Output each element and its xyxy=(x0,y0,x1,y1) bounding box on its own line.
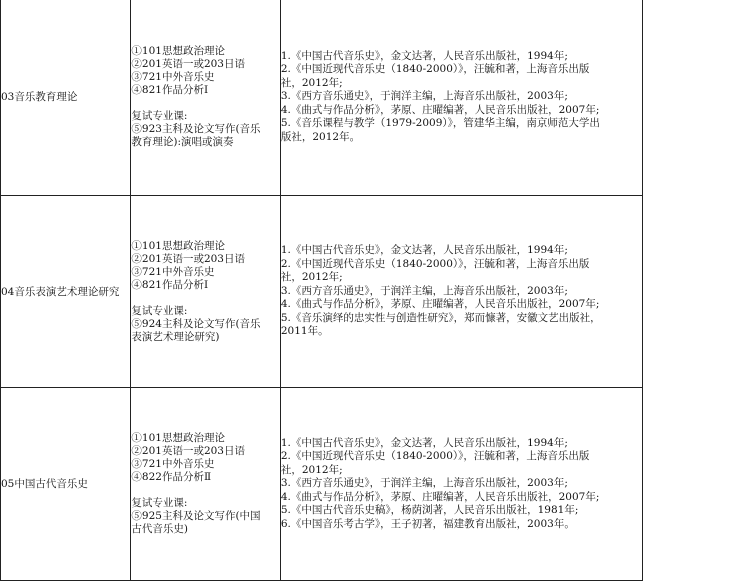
reference-line: 6.《中国音乐考古学》，王子初著，福建教育出版社，2003年。 xyxy=(280,517,575,530)
exam-subjects-cell xyxy=(131,388,280,581)
retest-label: 复试专业课: xyxy=(131,304,188,317)
retest-label: 复试专业课: xyxy=(131,110,188,122)
reference-line: 3.《西方音乐通史》，于润洋主编，上海音乐出版社，2003年; xyxy=(280,284,568,297)
reference-line: 版社，2012年。 xyxy=(280,130,361,143)
exam-subjects-cell xyxy=(131,196,280,388)
exam-subject: ④821作品分析Ⅰ xyxy=(131,278,209,291)
spacer xyxy=(131,484,279,497)
direction-name: 05中国古代音乐史 xyxy=(1,478,88,490)
reference-line: 5.《音乐演绎的忠实性与创造性研究》，郑而慷著，安徽文艺出版社， xyxy=(280,311,601,324)
direction-cell xyxy=(1,196,131,388)
references-cell xyxy=(280,0,642,196)
retest-subject: 表演艺术理论研究) xyxy=(131,330,220,343)
exam-subject: ③721中外音乐史 xyxy=(131,458,215,470)
reference-line: 4.《曲式与作品分析》，茅原、庄曜编著，人民音乐出版社，2007年; xyxy=(280,103,600,116)
table-row xyxy=(1,0,643,196)
retest-subject: ⑤924主科及论文写作(音乐 xyxy=(131,317,261,330)
reference-line: 社，2012年; xyxy=(280,463,343,476)
reference-line: 4.《曲式与作品分析》，茅原、庄曜编著，人民音乐出版社，2007年; xyxy=(280,298,600,311)
spacer xyxy=(131,97,279,110)
references-cell xyxy=(280,388,642,581)
reference-line: 3.《西方音乐通史》，于润洋主编，上海音乐出版社，2003年; xyxy=(280,90,568,103)
exam-subject: ④821作品分析Ⅰ xyxy=(131,84,209,96)
direction-name: 04音乐表演艺术理论研究 xyxy=(1,285,120,298)
reference-line: 1.《中国古代音乐史》，金文达著，人民音乐出版社，1994年; xyxy=(280,244,568,257)
retest-subject: ⑤923主科及论文写作(音乐 xyxy=(131,123,261,135)
exam-subject: ②201英语一或203日语 xyxy=(131,58,245,70)
references-cell xyxy=(280,196,642,388)
exam-subject: ②201英语一或203日语 xyxy=(131,445,245,457)
direction-cell xyxy=(1,0,131,196)
reference-line: 5.《中国古代音乐史稿》，杨荫浏著，人民音乐出版社，1981年; xyxy=(280,504,579,517)
reference-line: 2.《中国近现代音乐史（1840-2000）》，汪毓和著，上海音乐出版 xyxy=(280,450,590,463)
exam-subject: ①101思想政治理论 xyxy=(131,239,225,252)
reference-line: 2011年。 xyxy=(280,325,329,338)
exam-subjects-cell xyxy=(131,0,280,196)
reference-line: 3.《西方音乐通史》，于润洋主编，上海音乐出版社，2003年; xyxy=(280,477,568,490)
spacer xyxy=(131,292,279,305)
reference-line: 2.《中国近现代音乐史（1840-2000）》，汪毓和著，上海音乐出版 xyxy=(280,63,590,76)
direction-name: 03音乐教育理论 xyxy=(1,91,78,103)
exam-subject: ①101思想政治理论 xyxy=(131,45,225,57)
reference-line: 2.《中国近现代音乐史（1840-2000）》，汪毓和著，上海音乐出版 xyxy=(280,257,590,270)
reference-line: 社，2012年; xyxy=(280,271,343,284)
direction-cell xyxy=(1,388,131,581)
table-row xyxy=(1,388,643,581)
retest-subject: ⑤925主科及论文写作(中国 xyxy=(131,510,261,522)
retest-subject: 教育理论):演唱或演奏 xyxy=(131,136,234,148)
retest-subject: 古代音乐史) xyxy=(131,523,189,535)
table-row xyxy=(1,196,643,388)
reference-line: 社，2012年; xyxy=(280,76,343,89)
exam-subject: ③721中外音乐史 xyxy=(131,71,215,83)
exam-subject: ④822作品分析Ⅱ xyxy=(131,471,212,483)
exam-subject: ①101思想政治理论 xyxy=(131,432,225,444)
reference-line: 5.《音乐课程与教学（1979-2009）》，管建华主编，南京师范大学出 xyxy=(280,117,600,130)
retest-label: 复试专业课: xyxy=(131,497,188,509)
exam-subject: ②201英语一或203日语 xyxy=(131,252,245,265)
reference-line: 1.《中国古代音乐史》，金文达著，人民音乐出版社，1994年; xyxy=(280,49,568,62)
reference-line: 4.《曲式与作品分析》，茅原、庄曜编著，人民音乐出版社，2007年; xyxy=(280,490,600,503)
exam-subject: ③721中外音乐史 xyxy=(131,265,215,278)
reference-line: 1.《中国古代音乐史》，金文达著，人民音乐出版社，1994年; xyxy=(280,436,568,449)
